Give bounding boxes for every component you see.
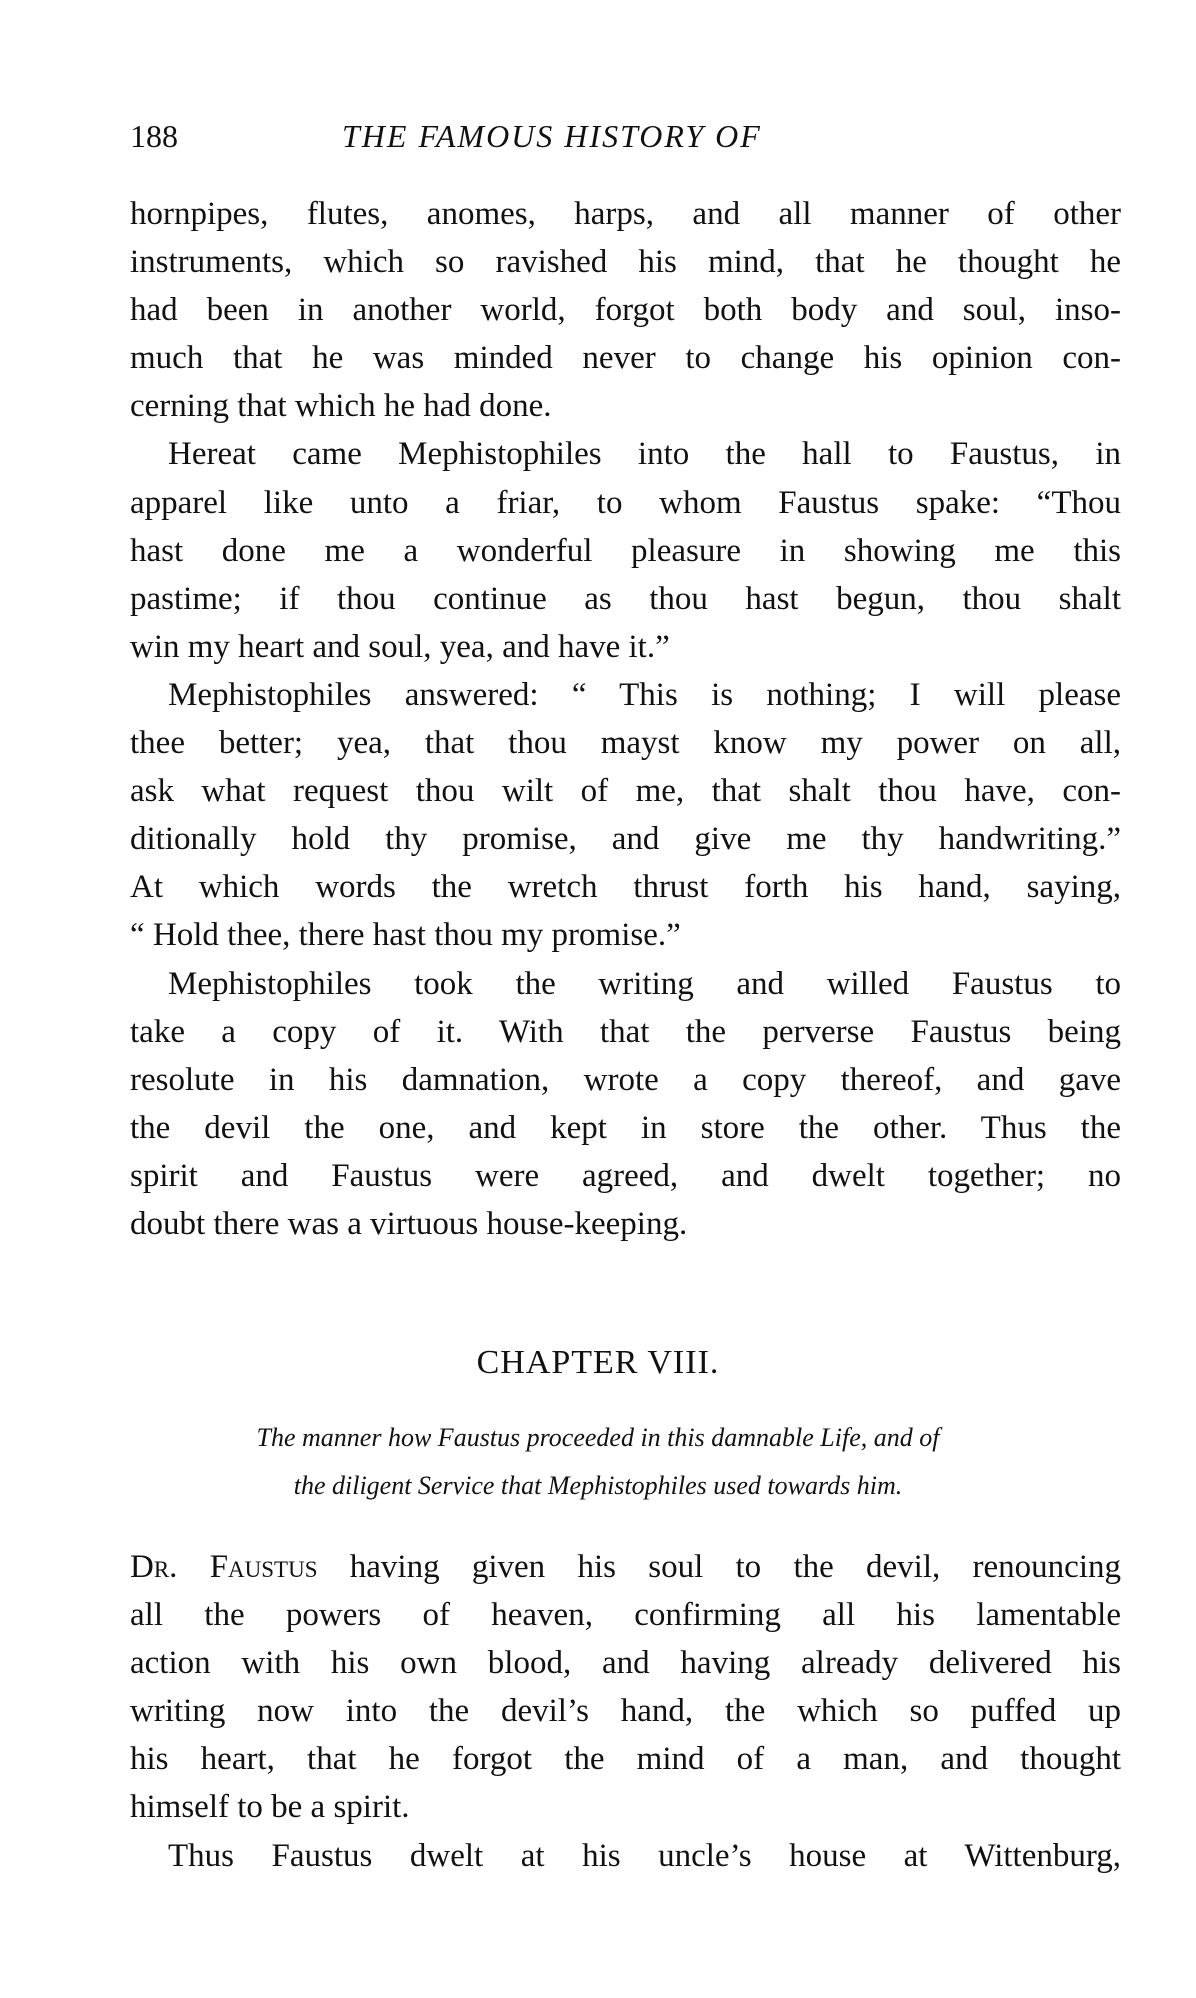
text-line: had been in another world, forgot both body and soul, inso- (130, 292, 1121, 329)
body-text-section-1 (130, 190, 1121, 1248)
text-line: his heart, that he forgot the mind of a man, and thought (130, 1741, 1121, 1778)
text-line: “ Hold thee, there hast thou my promise.” (130, 917, 681, 954)
text-line: doubt there was a virtuous house-keeping. (130, 1205, 688, 1242)
text-line: much that he was minded never to change his opinion con- (130, 340, 1121, 377)
text-line: action with his own blood, and having already delivered his (130, 1645, 1121, 1682)
text-line: thee better; yea, that thou mayst know my power on all, (130, 725, 1121, 762)
text-line: writing now into the devil’s hand, the which so puffed up (130, 1693, 1121, 1730)
text-line: ask what request thou wilt of me, that shalt thou have, con- (130, 773, 1121, 810)
small-caps-lead: Dr. Faustus (130, 1549, 318, 1585)
text-line: the devil the one, and kept in store the other. Thus the (130, 1109, 1121, 1146)
text-line: Hereat came Mephistophiles into the hall to Faustus, in (168, 436, 1121, 473)
text-line: win my heart and soul, yea, and have it.” (130, 628, 670, 665)
chapter-subtitle-line: the diligent Service that Mephistophiles used towards him. (293, 1471, 903, 1500)
text-line: Mephistophiles took the writing and willed Faustus to (168, 965, 1121, 1002)
text-line: Dr. Faustus having given his soul to the devil, renouncing (130, 1549, 1121, 1585)
text-line: Mephistophiles answered: “ This is nothing; I will please (168, 676, 1121, 713)
text-line: ditionally hold thy promise, and give me thy handwriting.” (130, 821, 1121, 858)
text-line: resolute in his damnation, wrote a copy thereof, and gave (130, 1061, 1121, 1098)
chapter-subtitle (0, 1414, 1196, 1510)
text-line: instruments, which so ravished his mind, that he thought he (130, 244, 1121, 281)
chapter-subtitle-line: The manner how Faustus proceeded in this damnable Life, and of (256, 1423, 940, 1452)
body-text-section-2 (130, 1543, 1121, 1880)
chapter-heading: CHAPTER VIII. (476, 1344, 720, 1381)
text-line: pastime; if thou continue as thou hast begun, thou shalt (130, 580, 1121, 617)
running-title: THE FAMOUS HISTORY OF (342, 118, 762, 154)
text-line: all the powers of heaven, confirming all his lamentable (130, 1597, 1121, 1634)
text-line: hast done me a wonderful pleasure in showing me this (130, 532, 1121, 569)
text-line: spirit and Faustus were agreed, and dwelt together; no (130, 1157, 1121, 1194)
text-line: apparel like unto a friar, to whom Faustus spake: “Thou (130, 484, 1121, 521)
page-number: 188 (130, 118, 178, 154)
text-line: hornpipes, flutes, anomes, harps, and all manner of other (130, 196, 1121, 232)
text-line: Thus Faustus dwelt at his uncle’s house at Wittenburg, (168, 1837, 1121, 1874)
text-line: take a copy of it. With that the perverse Faustus being (130, 1013, 1121, 1050)
text-line: At which words the wretch thrust forth his hand, saying, (130, 869, 1121, 906)
text-line: himself to be a spirit. (130, 1789, 410, 1826)
text-line: cerning that which he had done. (130, 388, 552, 425)
